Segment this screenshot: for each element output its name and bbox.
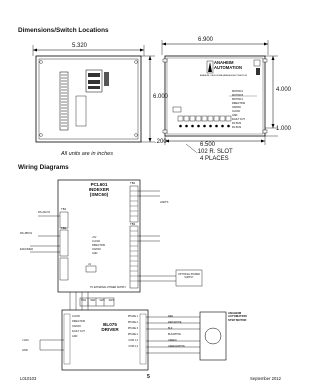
indexer-subtitle: INDEXER	[88, 187, 110, 192]
indexer-input-gnd: GND	[92, 252, 98, 255]
svg-text:MOTOR A: MOTOR A	[232, 90, 243, 93]
svg-text:DIRECTION: DIRECTION	[232, 102, 246, 105]
svg-text:FAULT OUT: FAULT OUT	[232, 118, 245, 121]
driver-input-onoff: ON/OFF	[72, 325, 82, 328]
j1-label: J1	[88, 262, 91, 266]
limits-label: LIMITS	[160, 201, 169, 204]
driver-subtitle: DRIVER	[101, 327, 119, 332]
wire-color-1: RED	[168, 315, 174, 318]
svg-text:DC BUS: DC BUS	[232, 126, 242, 129]
wire-color-5: GREEN	[168, 339, 177, 342]
motor-label-line3: STEP MOTOR	[228, 317, 247, 322]
right-view	[162, 40, 278, 152]
indexer-input-list	[92, 236, 105, 256]
rs485-label: RS-485 IN	[20, 232, 33, 235]
motor-label-line1: ANAHEIM	[228, 311, 242, 315]
driver-input-fault: FAULT OUT	[72, 330, 85, 333]
wire-color-6: GREEN/WHITE	[168, 345, 185, 348]
left-offset-label: .200	[155, 139, 167, 145]
power-label-list	[22, 336, 29, 356]
indexer-input-clock: CLOCK	[92, 240, 101, 243]
indexer-model: (SMC60)	[89, 192, 109, 197]
dimensions-heading: Dimensions/Switch Locations	[18, 27, 109, 34]
brand-logo	[214, 61, 242, 70]
indexer-title: PCL601	[90, 182, 108, 187]
supply-note: OPTIONAL POWER SUPPLY	[178, 273, 200, 279]
encoder-label: ENCODER	[20, 248, 33, 251]
tb4-label: TB4	[130, 181, 136, 185]
phase-4-label: PHASE 4	[127, 333, 138, 336]
slot-note-line2: 4 PLACES	[200, 156, 229, 162]
driver-input-clock: CLOCK	[72, 315, 81, 318]
indexer-input-5v: +5V	[92, 236, 97, 239]
right-width-label: 6.900	[198, 37, 214, 43]
slot-note-line1: .102 R. SLOT	[196, 149, 233, 155]
brand-tagline: ANAHEIM, CALIFORNIA (ANAHEIM-AUTOMATION)	[200, 75, 247, 77]
svg-text:CLOCK: CLOCK	[232, 110, 241, 113]
tb3-label: TB3	[130, 222, 136, 226]
right-bottom-height-label: 1.000	[276, 126, 292, 132]
slot-span-label: 6.500	[200, 142, 216, 148]
svg-text:MOTOR C: MOTOR C	[232, 98, 244, 101]
driver-title: BL075	[103, 322, 117, 327]
power-gnd-label: GND	[22, 349, 28, 352]
rs232-label: RS-232 IN	[38, 211, 51, 214]
tb2-label: TB2	[61, 226, 67, 230]
phase-3-label: PHASE 3	[127, 327, 138, 330]
driver-input-list	[72, 314, 85, 339]
svg-text:DC BUS: DC BUS	[232, 122, 242, 125]
wiring-heading: Wiring Diagrams	[18, 164, 69, 171]
dip-label-1: SW1	[81, 299, 87, 302]
brand-line2: AUTOMATION	[214, 64, 242, 70]
com24-label: COM 2,4	[128, 345, 138, 348]
brand-line1: ANAHEIM	[214, 60, 234, 65]
phase-2-label: PHASE 2	[127, 321, 138, 324]
power-vdc-label: +VDC	[22, 339, 29, 342]
svg-text:MOTOR B: MOTOR B	[232, 94, 244, 97]
dip-switch-labels	[81, 299, 114, 302]
driver-input-direction: DIRECTION	[72, 320, 86, 323]
wire-color-4: BLK/WHITE	[168, 333, 181, 336]
left-width-label: 5.320	[72, 43, 88, 49]
left-view	[33, 45, 155, 142]
wire-color-3: BLK	[168, 327, 173, 330]
tb1-label: TB1	[61, 207, 67, 211]
external-supply-note: TO EXTERNAL POWER SUPPLY	[90, 286, 127, 289]
svg-text:ON/OFF: ON/OFF	[232, 106, 242, 109]
wire-color-list	[168, 314, 185, 350]
right-height-label: 4.000	[276, 87, 292, 93]
com13-label: COM 1,3	[128, 339, 138, 342]
footer-date: September 2012	[250, 376, 281, 381]
indexer-input-direction: DIRECTION	[92, 244, 106, 247]
wire-color-2: RED/WHITE	[168, 321, 182, 324]
footer-document-id: L010103	[20, 376, 37, 381]
dip-label-2: SW2	[90, 299, 96, 302]
motor-label	[228, 312, 247, 322]
driver-input-gnd: GND	[72, 335, 78, 338]
phase-1-label: PHASE 1	[127, 315, 138, 318]
units-note: All units are in inches	[61, 151, 113, 157]
footer-page-number: 5	[147, 374, 150, 380]
motor-label-line2: AUTOMATION	[228, 314, 247, 319]
svg-text:GND: GND	[232, 114, 238, 117]
indexer-input-onoff: ON/OFF	[92, 248, 102, 251]
indexer-title-block	[80, 182, 118, 197]
left-height-label: 6.000	[153, 94, 169, 100]
dip-label-4: SW4	[108, 299, 114, 302]
dip-label-3: SW3	[99, 299, 105, 302]
phase-label-list	[118, 314, 138, 350]
